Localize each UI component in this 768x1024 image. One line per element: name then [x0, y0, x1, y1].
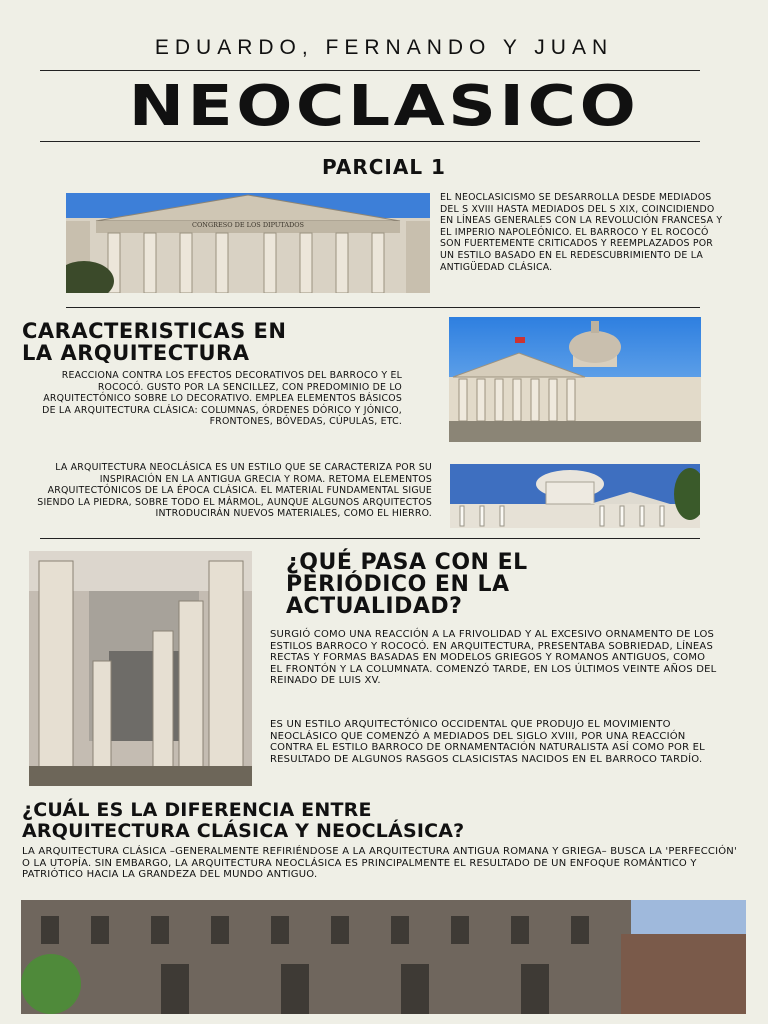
section1-heading-line1: CARACTERISTICAS EN: [22, 319, 287, 343]
section3-heading-line1: ¿CUÁL ES LA DIFERENCIA ENTRE: [22, 799, 372, 821]
section3-heading-line2: ARQUITECTURA CLÁSICA Y NEOCLÁSICA?: [22, 820, 465, 842]
section3-heading: [22, 800, 752, 842]
palace-image: [21, 900, 746, 1014]
section2-paragraph1: SURGIÓ COMO UNA REACCIÓN A LA FRIVOLIDAD Y AL EXCESIVO ORNAMENTO DE LOS ESTILOS BARROCO Y ROCOCÓ. EN ARQUITECTURA, PRESENTABA SOBRIEDAD, LÍNEAS RECTAS Y FORMAS BASADAS EN MODELOS GRIEGOS Y ROMANOS ANTIGUOS, COMO EL FRONTÓN Y LA COLUMNATA. COMENZÓ TARDE, EN LOS ÚLTIMOS VEINTE AÑOS DEL REINADO DE LUIS XV.: [270, 629, 717, 687]
section1-paragraph2: LA ARQUITECTURA NEOCLÁSICA ES UN ESTILO QUE SE CARACTERIZA POR SU INSPIRACIÓN EN LA ANTIGUA GRECIA Y ROMA. RETOMA ELEMENTOS ARQUITECTÓNICOS DE LA ÉPOCA CLÁSICA. EL MATERIAL FUNDAMENTAL SIGUE SIENDO LA PIEDRA, SOBRE TODO EL MÁRMOL, AUNQUE ALGUNOS ARQUITECTOS INTRODUCIRÁN NUEVOS MATERIALES, COMO EL HIERRO.: [37, 462, 432, 520]
section2-heading: [286, 552, 706, 618]
congreso-sign: CONGRESO DE LOS DIPUTADOS: [191, 221, 305, 229]
colonnade-image: [29, 551, 252, 786]
section2-heading-line3: ACTUALIDAD?: [286, 594, 463, 619]
section1-paragraph1: REACCIONA CONTRA LOS EFECTOS DECORATIVOS DEL BARROCO Y EL ROCOCÓ. GUSTO POR LA SENCILLEZ, CON PREDOMINIO DE LO ARQUITECTÓNICO SOBRE LO DECORATIVO. EMPLEA ELEMENTOS BÁSICOS DE LA ARQUITECTURA CLÁSICA: COLUMNAS, ÓRDENES DÓRICO Y JÓNICO, FRONTONES, BÓVEDAS, CÚPULAS, ETC.: [42, 370, 402, 428]
section3-paragraph: LA ARQUITECTURA CLÁSICA –GENERALMENTE REFIRIÉNDOSE A LA ARQUITECTURA ANTIGUA ROMANA Y GRIEGA– BUSCA LA 'PERFECCIÓN' O LA UTOPÍA. SIN EMBARGO, LA ARQUITECTURA NEOCLÁSICA ES PRINCIPALMENTE EL RESULTADO DE UN ENFOQUE ROMÁNTICO Y PATRIÓTICO HACIA LA GRANDEZA DEL MUNDO ANTIGUO.: [22, 846, 737, 881]
congreso-image: [66, 193, 430, 293]
section2-paragraph2: ES UN ESTILO ARQUITECTÓNICO OCCIDENTAL QUE PRODUJO EL MOVIMIENTO NEOCLÁSICO QUE COMENZÓ A MEDIADOS DEL SIGLO XVIII, POR UNA REACCIÓN CONTRA EL ESTILO BARROCO DE ORNAMENTACIÓN NATURALISTA ASÍ COMO POR EL RESULTADO DE ALGUNOS RASGOS CLASICISTAS NACIDOS EN EL BARROCO TARDÍO.: [270, 719, 705, 765]
authors-line: EDUARDO, FERNANDO Y JUAN: [154, 36, 614, 59]
section2-heading-line1: ¿QUÉ PASA CON EL: [286, 550, 528, 575]
title-divider: [40, 141, 700, 142]
section2-heading-line2: PERIÓDICO EN LA: [286, 572, 510, 597]
pantheon-image: [449, 317, 701, 442]
intro-text: EL NEOCLASICISMO SE DESARROLLA DESDE MEDIADOS DEL S XVIII HASTA MEDIADOS DEL S XIX, COINCIDIENDO EN LÍNEAS GENERALES CON LA REVOLUCIÓN FRANCESA Y EL IMPERIO NAPOLEÓNICO. EL BARROCO Y EL ROCOCÓ SON FUERTEMENTE CRITICADOS Y REEMPLAZADOS POR UN ESTILO BASADO EN EL REDESCUBRIMIENTO DE LA ANTIGÜEDAD CLÁSICA.: [440, 192, 723, 273]
capitol-image: [450, 464, 700, 528]
top-divider: [40, 70, 700, 71]
intro-divider: [66, 307, 700, 308]
section1-heading: [22, 320, 442, 364]
subtitle: PARCIAL 1: [322, 155, 446, 179]
main-title: NEOCLASICO: [128, 74, 640, 139]
section1-heading-line2: LA ARQUITECTURA: [22, 341, 250, 365]
section1-divider: [40, 538, 700, 539]
